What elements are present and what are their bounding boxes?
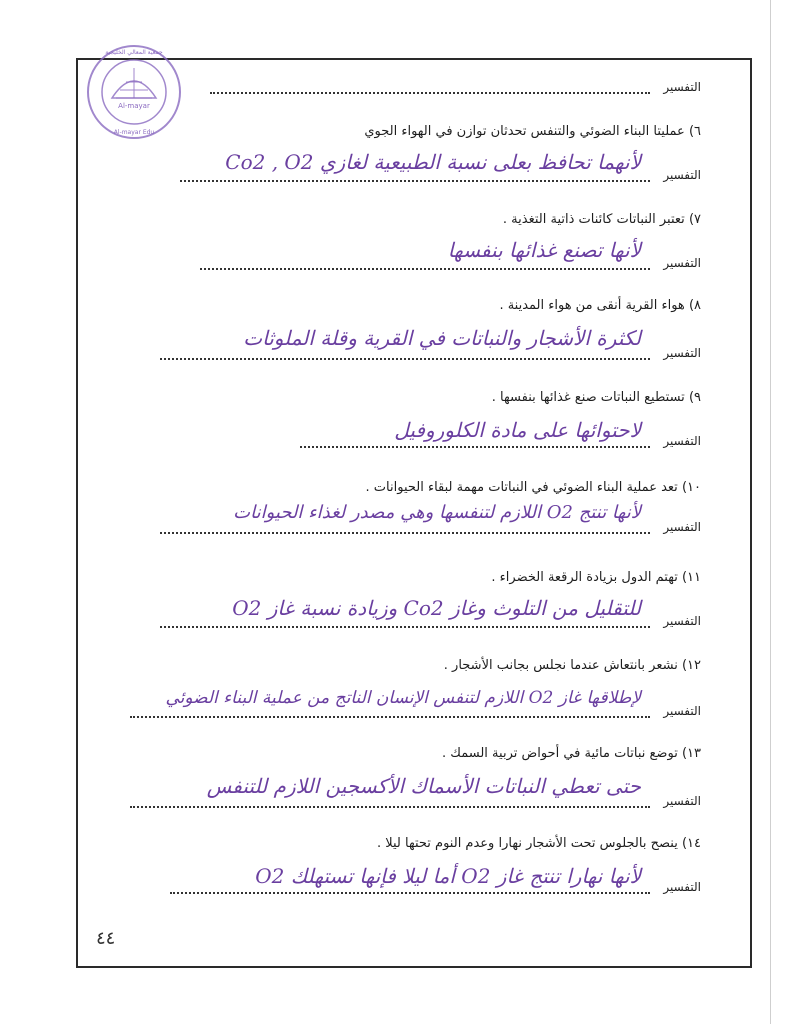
answer-dotted-line <box>300 446 650 448</box>
handwritten-answer-6: لأنهما تحافظ بعلى نسبة الطبيعية لغازي Co2 , O2 <box>225 150 641 174</box>
page-number: ٤٤ <box>96 928 116 949</box>
question-9: ٩) تستطيع النباتات صنع غذائها بنفسها . <box>491 390 701 405</box>
handwritten-answer-9: لاحتوائها على مادة الكلوروفيل <box>394 418 641 442</box>
svg-text:جمعية المعالي الخليجية: جمعية المعالي الخليجية <box>105 49 163 56</box>
question-7: ٧) تعتبر النباتات كائنات ذاتية التغذية . <box>502 212 701 227</box>
tafsir-label: التفسير <box>663 614 701 628</box>
answer-dotted-line <box>130 806 650 808</box>
tafsir-label: التفسير <box>663 346 701 360</box>
handwritten-answer-11: للتقليل من التلوث وغاز Co2 وزيادة نسبة غاز O2 <box>232 596 641 620</box>
question-13: ١٣) توضع نباتات مائية في أحواض تربية السمك . <box>442 746 701 761</box>
question-8: ٨) هواء القرية أنقى من هواء المدينة . <box>499 298 701 313</box>
question-10: ١٠) تعد عملية البناء الضوئي في النباتات مهمة لبقاء الحيوانات . <box>365 480 701 495</box>
handwritten-answer-12: لإطلاقها غاز O2 اللازم لتنفس الإنسان الناتج من عملية البناء الضوئي <box>165 688 641 708</box>
answer-dotted-line <box>180 180 650 182</box>
svg-text:Al-mayar: Al-mayar <box>118 102 150 110</box>
question-6: ٦) عمليتا البناء الضوئي والتنفس تحدثان توازن في الهواء الجوي <box>364 124 701 139</box>
question-14: ١٤) ينصح بالجلوس تحت الأشجار نهارا وعدم النوم تحتها ليلا . <box>376 836 701 851</box>
answer-dotted-line <box>160 358 650 360</box>
tafsir-label: التفسير <box>663 880 701 894</box>
institution-stamp <box>84 42 184 142</box>
handwritten-answer-7: لأنها تصنع غذائها بنفسها <box>447 238 641 262</box>
answer-dotted-line <box>210 92 650 94</box>
question-11: ١١) تهتم الدول بزيادة الرقعة الخضراء . <box>491 570 701 585</box>
tafsir-label: التفسير <box>663 80 701 94</box>
handwritten-answer-13: حتى تعطي النباتات الأسماك الأكسجين اللازم للتنفس <box>206 774 641 798</box>
answer-dotted-line <box>130 716 650 718</box>
answer-dotted-line <box>160 532 650 534</box>
answer-dotted-line <box>170 892 650 894</box>
tafsir-label: التفسير <box>663 704 701 718</box>
tafsir-label: التفسير <box>663 520 701 534</box>
handwritten-answer-10: لأنها تنتج O2 اللازم لتنفسها وهي مصدر لغذاء الحيوانات <box>233 502 641 523</box>
tafsir-label: التفسير <box>663 168 701 182</box>
answer-dotted-line <box>160 626 650 628</box>
page-edge <box>770 0 771 1024</box>
handwritten-answer-8: لكثرة الأشجار والنباتات في القرية وقلة الملوثات <box>243 326 641 350</box>
tafsir-label: التفسير <box>663 434 701 448</box>
question-12: ١٢) نشعر بانتعاش عندما نجلس بجانب الأشجار . <box>443 658 701 673</box>
tafsir-label: التفسير <box>663 794 701 808</box>
handwritten-answer-14: لأنها نهارا تنتج غاز O2 أما ليلا فإنها تستهلك O2 <box>255 864 641 888</box>
tafsir-label: التفسير <box>663 256 701 270</box>
svg-text:Al-mayar Edu: Al-mayar Edu <box>113 129 155 136</box>
answer-dotted-line <box>200 268 650 270</box>
